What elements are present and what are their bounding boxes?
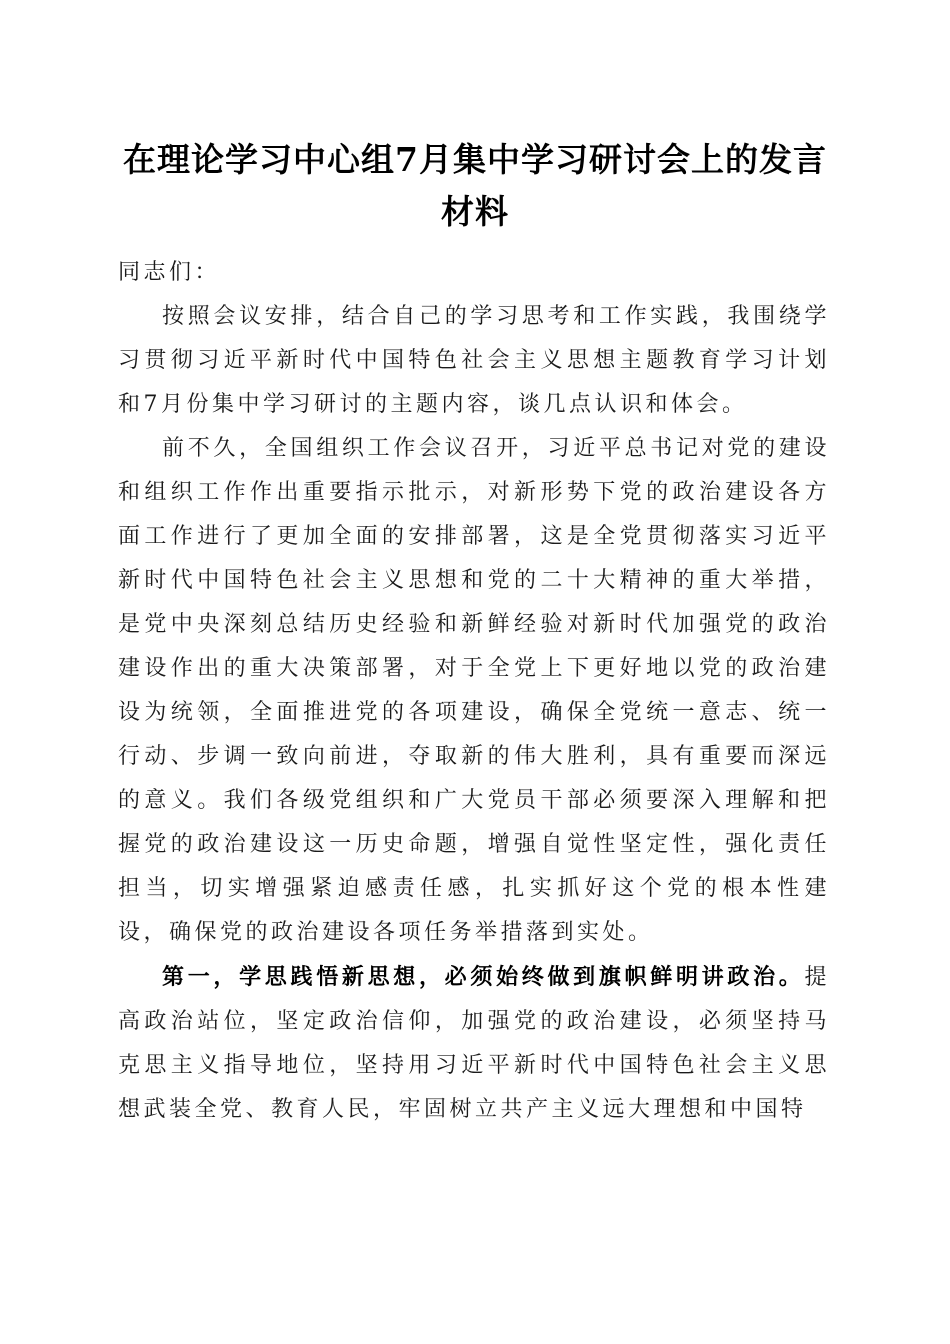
paragraph-background: 前不久，全国组织工作会议召开，习近平总书记对党的建设和组织工作作出重要指示批示，对新形势下党的政治建设各方面工作进行了更加全面的安排部署，这是全党贯彻落实习近平新时代中国特色社会主义思想和党的二十大精神的重大举措，是党中央深刻总结历史经验和新鲜经验对新时代加强党的政治建设作出的重大决策部署，对于全党上下更好地以党的政治建设为统领，全面推进党的各项建设，确保全党统一意志、统一行动、步调一致向前进，夺取新的伟大胜利，具有重要而深远的意义。我们各级党组织和广大党员干部必须要深入理解和把握党的政治建设这一历史命题，增强自觉性坚定性，强化责任担当，切实增强紧迫感责任感，扎实抓好这个党的根本性建设，确保党的政治建设各项任务举措落到实处。 <box>118 436 830 945</box>
paragraph-point-one <box>118 955 830 1132</box>
salutation: 同志们： <box>118 260 221 285</box>
paragraph-intro: 按照会议安排，结合自己的学习思考和工作实践，我围绕学习贯彻习近平新时代中国特色社会主义思想主题教育学习计划和7月份集中学习研讨的主题内容，谈几点认识和体会。 <box>118 304 830 417</box>
point-one-text: 提高政治站位，坚定政治信仰，加强党的政治建设，必须坚持马克思主义指导地位，坚持用习近平新时代中国特色社会主义思想武装全党、教育人民，牢固树立共产主义远大理想和中国特 <box>118 965 830 1122</box>
document-body <box>118 251 830 1132</box>
point-one-heading: 第一，学思践悟新思想，必须始终做到旗帜鲜明讲政治。 <box>162 964 805 990</box>
document-title: 在理论学习中心组7月集中学习研讨会上的发言材料 <box>123 140 827 231</box>
